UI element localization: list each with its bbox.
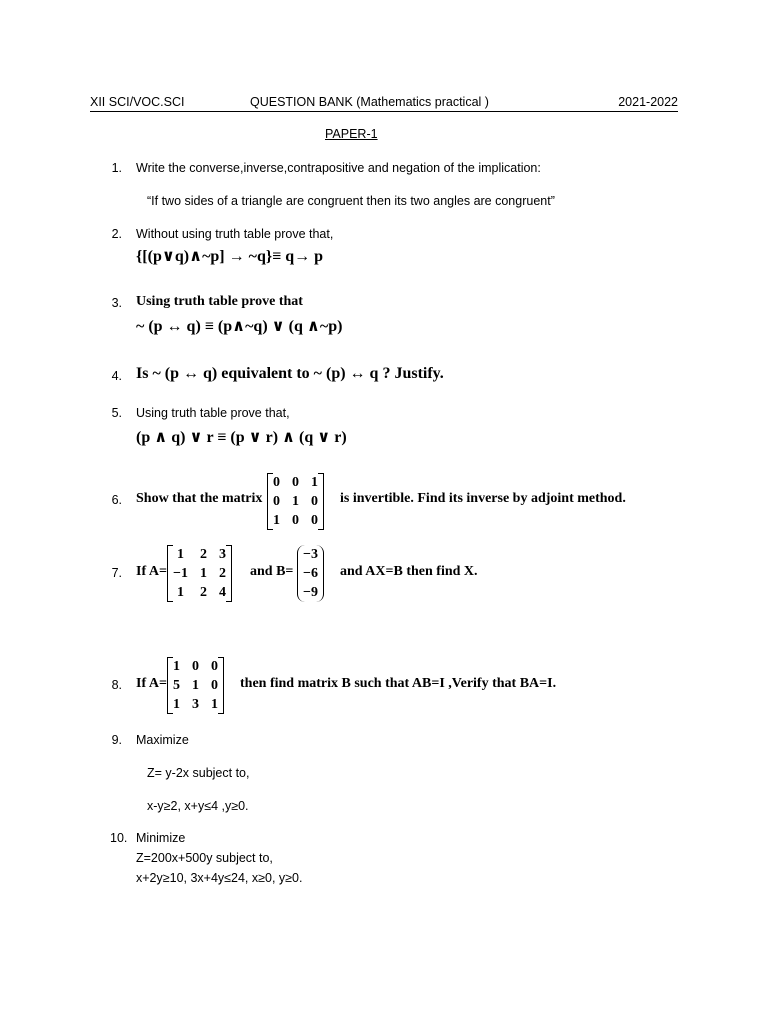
q4-number: 4. <box>111 369 122 383</box>
q1-number: 1. <box>111 161 122 175</box>
paper-title: PAPER-1 <box>325 127 378 141</box>
q6-number: 6. <box>111 493 122 507</box>
q8-m-cell: 1 <box>211 697 218 712</box>
q2-formula: {[(p∨q)∧~p] → ~q}≡ q→ p <box>136 248 324 265</box>
page-header <box>90 95 678 112</box>
q5-number: 5. <box>111 406 122 420</box>
q6-m-cell: 1 <box>273 513 280 528</box>
q1-quote: “If two sides of a triangle are congruent then its two angles are congruent” <box>147 194 555 208</box>
q10-objective: Z=200x+500y subject to, <box>136 851 273 865</box>
q8-number: 8. <box>111 678 122 692</box>
q3-formula: ~ (p ↔ q) ≡ (p∧~q) ∨ (q ∧~p) <box>136 318 343 335</box>
q7-b-cell: −9 <box>303 585 318 600</box>
q7-a-cell: 1 <box>199 566 207 581</box>
q6-m-cell: 0 <box>292 475 299 490</box>
header-class: XII SCI/VOC.SCI <box>90 95 185 109</box>
q8-m-cell: 0 <box>211 659 218 674</box>
q9-constraints: x-y≥2, x+y≤4 ,y≥0. <box>147 799 249 813</box>
q7-a-cell: 2 <box>218 566 226 581</box>
q8-m-cell: 5 <box>173 678 180 693</box>
q7-pre: If A= <box>136 564 167 579</box>
q7-a-cell: 4 <box>218 585 226 600</box>
q8-matrix <box>167 657 224 714</box>
q6-m-cell: 0 <box>292 513 299 528</box>
q5-formula: (p ∧ q) ∨ r ≡ (p ∨ r) ∧ (q ∨ r) <box>136 429 347 446</box>
q7-mid: and B= <box>250 564 294 579</box>
q6-m-cell: 0 <box>273 475 280 490</box>
q8-m-cell: 1 <box>173 697 180 712</box>
q8-m-cell: 1 <box>173 659 180 674</box>
q6-m-cell: 1 <box>311 475 318 490</box>
q3-number: 3. <box>111 296 122 310</box>
q8-m-cell: 1 <box>192 678 199 693</box>
q7-a-cell: 2 <box>199 547 207 562</box>
q6-m-cell: 0 <box>311 513 318 528</box>
q5-text: Using truth table prove that, <box>136 406 290 420</box>
q6-m-cell: 0 <box>311 494 318 509</box>
q7-a-cell: 1 <box>176 547 184 562</box>
header-title: QUESTION BANK (Mathematics practical ) <box>250 95 489 109</box>
q7-b-cell: −3 <box>303 547 318 562</box>
q3-text: Using truth table prove that <box>136 294 303 309</box>
q7-matrix-a <box>167 545 232 602</box>
q8-m-cell: 3 <box>192 697 199 712</box>
q7-a-cell: −1 <box>173 566 188 581</box>
q6-m-cell: 0 <box>273 494 280 509</box>
header-year: 2021-2022 <box>618 95 678 109</box>
q1-text: Write the converse,inverse,contrapositive and negation of the implication: <box>136 161 541 175</box>
q8-m-cell: 0 <box>192 659 199 674</box>
q9-objective: Z= y-2x subject to, <box>147 766 250 780</box>
q10-constraints: x+2y≥10, 3x+4y≤24, x≥0, y≥0. <box>136 871 303 885</box>
q6-pre: Show that the matrix <box>136 491 263 506</box>
q10-title: Minimize <box>136 831 186 845</box>
q2-number: 2. <box>111 227 122 241</box>
q7-post: and AX=B then find X. <box>340 564 478 579</box>
q7-b-cell: −6 <box>303 566 318 581</box>
q8-post: then find matrix B such that AB=I ,Verify that BA=I. <box>240 676 557 691</box>
q7-a-cell: 1 <box>176 585 184 600</box>
q4-text: Is ~ (p ↔ q) equivalent to ~ (p) ↔ q ? Justify. <box>136 365 444 382</box>
q7-matrix-b <box>297 545 324 602</box>
q8-m-cell: 0 <box>211 678 218 693</box>
q9-title: Maximize <box>136 733 189 747</box>
q9-number: 9. <box>111 733 122 747</box>
q7-number: 7. <box>111 566 122 580</box>
q7-a-cell: 2 <box>199 585 207 600</box>
q7-a-cell: 3 <box>218 547 226 562</box>
q6-post: is invertible. Find its inverse by adjoint method. <box>340 491 626 506</box>
q6-m-cell: 1 <box>292 494 299 509</box>
q8-pre: If A= <box>136 676 167 691</box>
q2-text: Without using truth table prove that, <box>136 227 334 241</box>
q10-number: 10. <box>110 831 128 845</box>
q6-matrix <box>267 473 324 530</box>
